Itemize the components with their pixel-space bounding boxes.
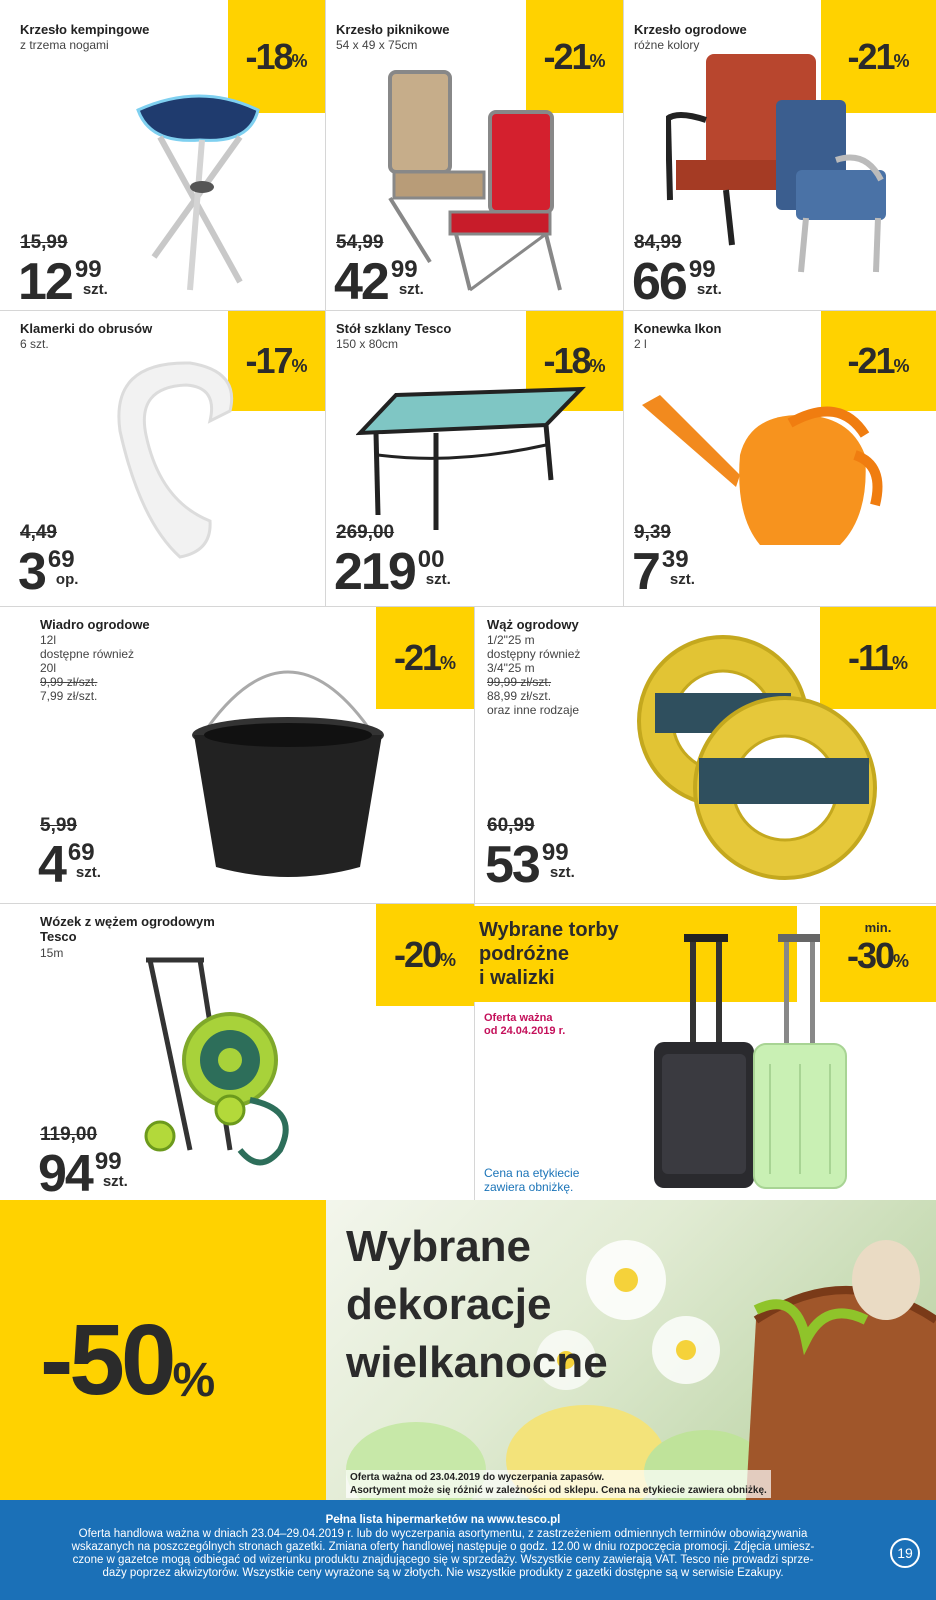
price: 3 69 op. <box>18 543 79 601</box>
product-tile-tablecloth-clips[interactable] <box>0 311 325 606</box>
discount-badge: -17 % <box>228 311 325 411</box>
old-price: 119,00 <box>40 1124 98 1145</box>
discount-badge: -18 % <box>228 0 325 113</box>
product-name: Wiadro ogrodowe <box>40 617 150 632</box>
product-desc: z trzema nogami <box>20 38 109 52</box>
old-price: 60,99 <box>487 815 535 836</box>
legal-footer: Pełna lista hipermarketów na www.tesco.pl Oferta handlowa ważna w dniach 23.04–29.04.2019 r. lub do wyczerpania asortymentu, z zastrzeżeniem odmiennych terminów obowiązywania wskazanych na poszczególnych stronach gazetki. Zmiana oferty handlowej następuje o godz. 12.00 w dniu rozpoczęcia promocji. Zdjęcia umiesz- czone w gazetce mogą odbiegać od wizerunku produktu znajdującego się w sprzedaży. Wszystkie ceny zawierają VAT. Tesco nie prowadzi sprze- daży poprzez akwizytorów. Wszystkie ceny wyrażone są w złotych. Nie wszystkie produkty z gazetki dostępne są w serwisie Ezakupy. <box>0 1500 936 1600</box>
product-tile-garden-chair[interactable] <box>624 0 936 310</box>
product-desc: 2 l <box>634 337 647 351</box>
product-name: Klamerki do obrusów <box>20 321 153 336</box>
old-price: 269,00 <box>336 522 395 543</box>
discount-badge: -20 % <box>376 904 474 1006</box>
product-desc: różne kolory <box>634 38 700 52</box>
price: 42 99 szt. <box>334 253 424 310</box>
price: 53 99 szt. <box>485 836 575 894</box>
product-name: Konewka Ikon <box>634 321 722 336</box>
product-name: Wózek z wężem ogrodowym Tesco <box>40 914 215 944</box>
discount-badge: -11 % <box>820 607 936 709</box>
product-tile-garden-bucket[interactable] <box>0 607 474 903</box>
garden-hose-image <box>635 633 885 883</box>
product-name: Wąż ogrodowy <box>487 617 579 632</box>
discount-badge: -21 % <box>526 0 623 113</box>
product-tile-picnic-chair[interactable] <box>326 0 623 310</box>
page-number: 19 <box>890 1538 920 1568</box>
old-price: 84,99 <box>634 232 682 253</box>
hose-cart-image <box>130 950 310 1180</box>
product-desc: 150 x 80cm <box>336 337 399 351</box>
old-price: 54,99 <box>336 232 384 253</box>
price: 7 39 szt. <box>632 543 695 601</box>
discount-badge: -21 % <box>821 311 936 411</box>
old-price: 4,49 <box>20 522 57 543</box>
luggage-offer-date: Oferta ważna od 24.04.2019 r. <box>484 1012 566 1037</box>
product-tile-watering-can[interactable] <box>624 311 936 606</box>
product-name: Krzesło ogrodowe <box>634 22 747 37</box>
garden-chairs-image <box>666 50 896 280</box>
luggage-title: Wybrane torby podróżne i walizki <box>467 906 797 1002</box>
tablecloth-clip-image <box>100 351 250 571</box>
camping-stool-image <box>130 82 270 292</box>
product-tile-garden-hose[interactable] <box>475 607 936 903</box>
product-tile-camping-stool[interactable] <box>0 0 325 310</box>
product-desc: 12l dostępne również 20l 9,99 zł/szt. 7,99 zł/szt. <box>40 633 135 703</box>
price: 94 99 szt. <box>38 1145 128 1200</box>
discount-badge: -21 % <box>376 607 474 709</box>
product-tile-glass-table[interactable] <box>326 311 623 606</box>
old-price: 9,39 <box>634 522 671 543</box>
product-desc: 1/2"25 m dostępny również 3/4"25 m 99,99 zł/szt. 88,99 zł/szt. oraz inne rodzaje <box>487 633 581 717</box>
garden-bucket-image <box>188 627 388 887</box>
luggage-price-note: Cena na etykiecie zawiera obniżkę. <box>484 1166 580 1194</box>
price: 219 00 szt. <box>334 543 451 601</box>
product-desc: 54 x 49 x 75cm <box>336 38 418 52</box>
watering-can-image <box>640 395 890 555</box>
discount-badge: -21 % <box>821 0 936 113</box>
easter-footnote: Oferta ważna od 23.04.2019 do wyczerpania zapasów. Asortyment może się różnić w zależności od sklepu. Cena na etykiecie zawiera obniżkę. <box>346 1470 771 1498</box>
old-price: 15,99 <box>20 232 68 253</box>
product-tile-hose-cart[interactable] <box>0 904 474 1200</box>
product-name: Krzesło piknikowe <box>336 22 450 37</box>
easter-discount: -50 % <box>40 1304 216 1416</box>
product-desc: 15m <box>40 946 64 960</box>
easter-title: Wybrane dekoracje wielkanocne <box>346 1222 608 1387</box>
suitcases-image <box>650 934 850 1194</box>
price: 12 99 szt. <box>18 253 108 310</box>
luggage-discount-badge: min. -30 % <box>820 906 936 1002</box>
product-desc: 6 szt. <box>20 337 49 351</box>
price: 66 99 szt. <box>632 253 722 310</box>
glass-table-image <box>356 385 586 535</box>
footer-title: Pełna lista hipermarketów na www.tesco.pl <box>325 1514 561 1526</box>
price: 4 69 szt. <box>38 836 101 894</box>
product-name: Stół szklany Tesco <box>336 321 452 336</box>
product-name: Krzesło kempingowe <box>20 22 150 37</box>
old-price: 5,99 <box>40 815 77 836</box>
discount-badge: -18 % <box>526 311 623 411</box>
